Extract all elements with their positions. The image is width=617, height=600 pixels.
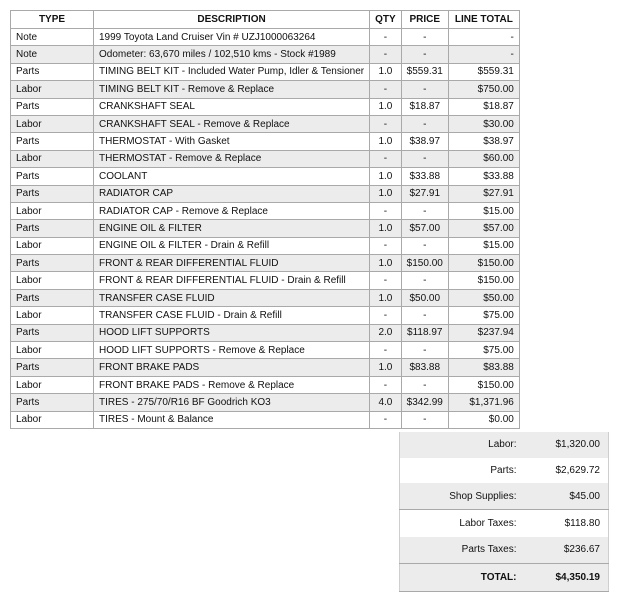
cell-price: - xyxy=(401,342,448,359)
cell-qty: - xyxy=(370,46,402,63)
cell-qty: - xyxy=(370,237,402,254)
cell-type: Labor xyxy=(11,272,94,289)
cell-price: $38.97 xyxy=(401,133,448,150)
cell-price: $57.00 xyxy=(401,220,448,237)
table-row xyxy=(11,237,520,254)
cell-line-total: $75.00 xyxy=(448,342,519,359)
table-row xyxy=(11,411,520,428)
cell-description: FRONT BRAKE PADS xyxy=(94,359,370,376)
cell-description: 1999 Toyota Land Cruiser Vin # UZJ1000063264 xyxy=(94,29,370,46)
cell-description: TIMING BELT KIT - Remove & Replace xyxy=(94,81,370,98)
cell-description: TRANSFER CASE FLUID xyxy=(94,289,370,306)
cell-type: Parts xyxy=(11,394,94,411)
cell-description: ENGINE OIL & FILTER xyxy=(94,220,370,237)
cell-description: TRANSFER CASE FLUID - Drain & Refill xyxy=(94,307,370,324)
cell-type: Parts xyxy=(11,63,94,80)
table-row xyxy=(11,394,520,411)
cell-type: Parts xyxy=(11,220,94,237)
cell-description: FRONT & REAR DIFFERENTIAL FLUID xyxy=(94,255,370,272)
cell-qty: - xyxy=(370,307,402,324)
totals-value: $1,320.00 xyxy=(525,432,609,458)
cell-qty: - xyxy=(370,150,402,167)
table-row xyxy=(11,324,520,341)
cell-type: Labor xyxy=(11,237,94,254)
cell-line-total: $33.88 xyxy=(448,168,519,185)
table-row xyxy=(11,272,520,289)
cell-description: ENGINE OIL & FILTER - Drain & Refill xyxy=(94,237,370,254)
cell-price: - xyxy=(401,376,448,393)
cell-qty: 2.0 xyxy=(370,324,402,341)
totals-value: $118.80 xyxy=(525,510,609,537)
cell-line-total: $237.94 xyxy=(448,324,519,341)
cell-price: $33.88 xyxy=(401,168,448,185)
cell-price: - xyxy=(401,272,448,289)
column-header-qty: QTY xyxy=(370,11,402,29)
table-row xyxy=(11,255,520,272)
cell-description: COOLANT xyxy=(94,168,370,185)
cell-price: $83.88 xyxy=(401,359,448,376)
cell-line-total: - xyxy=(448,46,519,63)
cell-line-total: $15.00 xyxy=(448,202,519,219)
cell-line-total: $75.00 xyxy=(448,307,519,324)
cell-line-total: $18.87 xyxy=(448,98,519,115)
grand-total-label: TOTAL: xyxy=(400,564,525,592)
table-row xyxy=(11,307,520,324)
cell-line-total: $15.00 xyxy=(448,237,519,254)
line-items-table xyxy=(10,10,520,429)
totals-label: Labor: xyxy=(400,432,525,458)
table-row xyxy=(11,81,520,98)
column-header-description: DESCRIPTION xyxy=(94,11,370,29)
totals-row-parts xyxy=(400,458,609,484)
cell-line-total: $27.91 xyxy=(448,185,519,202)
cell-type: Labor xyxy=(11,411,94,428)
cell-type: Parts xyxy=(11,324,94,341)
cell-price: - xyxy=(401,115,448,132)
totals-value: $45.00 xyxy=(525,483,609,510)
totals-value: $2,629.72 xyxy=(555,464,600,476)
cell-line-total: $30.00 xyxy=(448,115,519,132)
totals-row-labor xyxy=(400,432,609,458)
cell-description: HOOD LIFT SUPPORTS - Remove & Replace xyxy=(94,342,370,359)
cell-type: Labor xyxy=(11,376,94,393)
totals-label: Parts Taxes: xyxy=(400,537,525,564)
table-row xyxy=(11,289,520,306)
cell-qty: - xyxy=(370,81,402,98)
table-row xyxy=(11,63,520,80)
cell-qty: - xyxy=(370,115,402,132)
table-row xyxy=(11,220,520,237)
cell-line-total: $50.00 xyxy=(448,289,519,306)
cell-line-total: $83.88 xyxy=(448,359,519,376)
cell-price: $150.00 xyxy=(401,255,448,272)
cell-line-total: $1,371.96 xyxy=(448,394,519,411)
cell-qty: 1.0 xyxy=(370,63,402,80)
table-row xyxy=(11,185,520,202)
cell-type: Note xyxy=(11,46,94,63)
table-row xyxy=(11,133,520,150)
cell-qty: 1.0 xyxy=(370,185,402,202)
cell-price: $50.00 xyxy=(401,289,448,306)
cell-qty: - xyxy=(370,376,402,393)
cell-price: - xyxy=(401,307,448,324)
totals-row-parts-taxes xyxy=(400,537,609,564)
cell-line-total: $150.00 xyxy=(448,376,519,393)
cell-type: Parts xyxy=(11,289,94,306)
cell-line-total: $0.00 xyxy=(448,411,519,428)
totals-label: Parts: xyxy=(490,464,517,476)
cell-qty: 1.0 xyxy=(370,133,402,150)
cell-qty: 1.0 xyxy=(370,289,402,306)
cell-qty: - xyxy=(370,202,402,219)
table-row xyxy=(11,359,520,376)
totals-label: Shop Supplies: xyxy=(400,483,525,510)
cell-description: HOOD LIFT SUPPORTS xyxy=(94,324,370,341)
cell-price: - xyxy=(401,411,448,428)
cell-type: Parts xyxy=(11,255,94,272)
cell-description: CRANKSHAFT SEAL - Remove & Replace xyxy=(94,115,370,132)
cell-type: Parts xyxy=(11,133,94,150)
table-row xyxy=(11,342,520,359)
column-header-price: PRICE xyxy=(401,11,448,29)
table-row xyxy=(11,202,520,219)
table-row xyxy=(11,46,520,63)
cell-description: TIMING BELT KIT - Included Water Pump, Idler & Tensioner xyxy=(94,63,370,80)
totals-label: Labor Taxes: xyxy=(400,510,525,537)
table-row xyxy=(11,115,520,132)
cell-type: Labor xyxy=(11,115,94,132)
cell-qty: - xyxy=(370,272,402,289)
cell-line-total: $559.31 xyxy=(448,63,519,80)
cell-type: Parts xyxy=(11,185,94,202)
cell-qty: 1.0 xyxy=(370,255,402,272)
cell-type: Parts xyxy=(11,359,94,376)
table-row xyxy=(11,376,520,393)
cell-price: $18.87 xyxy=(401,98,448,115)
cell-price: $118.97 xyxy=(401,324,448,341)
cell-line-total: $150.00 xyxy=(448,272,519,289)
totals-row-labor-taxes xyxy=(400,510,609,537)
table-row xyxy=(11,29,520,46)
cell-price: - xyxy=(401,46,448,63)
cell-type: Labor xyxy=(11,150,94,167)
cell-price: $27.91 xyxy=(401,185,448,202)
cell-type: Note xyxy=(11,29,94,46)
cell-qty: - xyxy=(370,411,402,428)
cell-price: - xyxy=(401,29,448,46)
table-row xyxy=(11,150,520,167)
cell-type: Labor xyxy=(11,81,94,98)
cell-description: RADIATOR CAP - Remove & Replace xyxy=(94,202,370,219)
column-header-line-total: LINE TOTAL xyxy=(448,11,519,29)
cell-line-total: - xyxy=(448,29,519,46)
cell-description: FRONT BRAKE PADS - Remove & Replace xyxy=(94,376,370,393)
cell-line-total: $57.00 xyxy=(448,220,519,237)
cell-qty: 1.0 xyxy=(370,359,402,376)
cell-qty: - xyxy=(370,29,402,46)
cell-qty: 1.0 xyxy=(370,220,402,237)
table-row xyxy=(11,168,520,185)
cell-description: RADIATOR CAP xyxy=(94,185,370,202)
cell-type: Labor xyxy=(11,342,94,359)
cell-type: Labor xyxy=(11,307,94,324)
cell-type: Labor xyxy=(11,202,94,219)
cell-description: FRONT & REAR DIFFERENTIAL FLUID - Drain & Refill xyxy=(94,272,370,289)
totals-table xyxy=(399,432,609,592)
cell-description: TIRES - 275/70/R16 BF Goodrich KO3 xyxy=(94,394,370,411)
cell-line-total: $38.97 xyxy=(448,133,519,150)
table-row xyxy=(11,98,520,115)
totals-row-shop-supplies xyxy=(400,483,609,510)
totals-row-grand-total xyxy=(400,564,609,592)
cell-line-total: $60.00 xyxy=(448,150,519,167)
cell-qty: - xyxy=(370,342,402,359)
cell-price: $559.31 xyxy=(401,63,448,80)
column-header-type: TYPE xyxy=(11,11,94,29)
cell-qty: 1.0 xyxy=(370,98,402,115)
grand-total-value: $4,350.19 xyxy=(525,564,609,592)
cell-line-total: $750.00 xyxy=(448,81,519,98)
cell-qty: 1.0 xyxy=(370,168,402,185)
cell-description: CRANKSHAFT SEAL xyxy=(94,98,370,115)
table-header-row xyxy=(11,11,520,29)
cell-price: - xyxy=(401,81,448,98)
cell-qty: 4.0 xyxy=(370,394,402,411)
cell-description: Odometer: 63,670 miles / 102,510 kms - Stock #1989 xyxy=(94,46,370,63)
cell-price: - xyxy=(401,202,448,219)
cell-price: - xyxy=(401,237,448,254)
cell-description: THERMOSTAT - With Gasket xyxy=(94,133,370,150)
cell-price: - xyxy=(401,150,448,167)
cell-type: Parts xyxy=(11,168,94,185)
cell-description: THERMOSTAT - Remove & Replace xyxy=(94,150,370,167)
line-items-body xyxy=(11,29,520,429)
cell-line-total: $150.00 xyxy=(448,255,519,272)
cell-type: Parts xyxy=(11,98,94,115)
cell-price: $342.99 xyxy=(401,394,448,411)
cell-description: TIRES - Mount & Balance xyxy=(94,411,370,428)
totals-value: $236.67 xyxy=(525,537,609,564)
